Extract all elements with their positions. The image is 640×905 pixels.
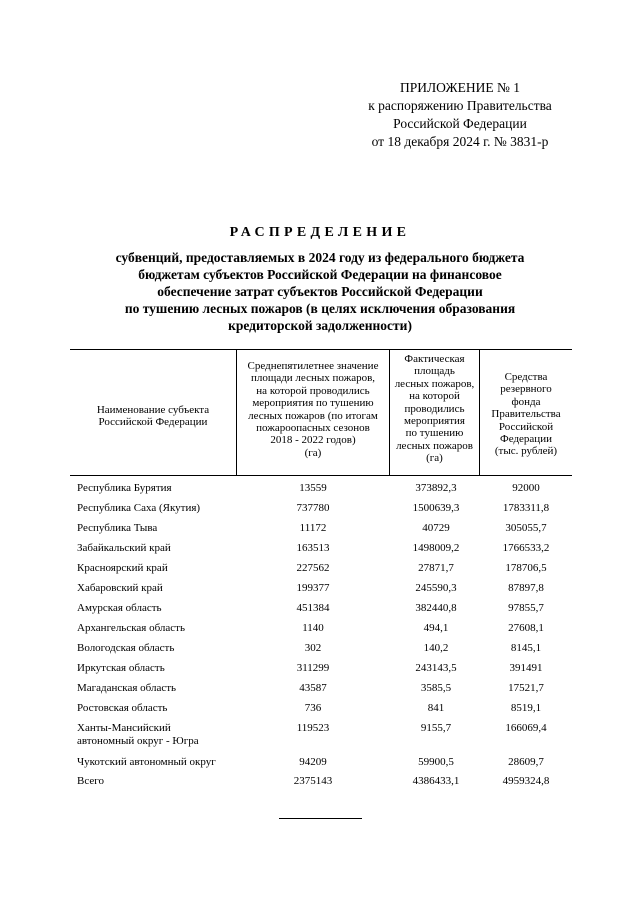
cell-average-area: 2375143 [293,775,333,787]
cell-actual-area: 9155,7 [420,722,452,734]
table-row [0,502,640,522]
cell-funds: 391491 [509,662,543,674]
header-line: Среднепятилетнее значение [247,360,379,372]
header-line: лесных пожаров (по итогам [248,409,378,422]
cell-region-continued: автономный округ - Югра [77,735,199,747]
cell-funds: 8519,1 [510,702,542,714]
cell-region: Забайкальский край [77,542,171,554]
cell-region: Ханты-Мансийский [77,722,171,734]
header-line: (тыс. рублей) [494,445,558,458]
header-line: Российской [498,420,554,433]
table-row [0,722,640,756]
header-line: площади лесных пожаров, [250,372,376,385]
header-line: мероприятия [404,415,465,428]
cell-average-area: 43587 [299,682,327,694]
header-line: (га) [304,446,322,459]
cell-funds: 8145,1 [510,642,542,654]
annex-ref-line-1: к распоряжению Правительства [368,98,552,113]
subtitle-line: обеспечение затрат субъектов Российской Федерации [157,284,483,299]
cell-average-area: 94209 [299,756,327,768]
cell-actual-area: 3585,5 [420,682,452,694]
cell-average-area: 119523 [296,722,330,734]
cell-region: Всего [77,775,104,787]
subtitle-line: субвенций, предоставляемых в 2024 году из федерального бюджета [115,250,525,265]
cell-region: Республика Саха (Якутия) [77,502,201,514]
header-line: проводились [404,402,465,415]
cell-funds: 87897,8 [508,582,544,594]
cell-actual-area: 4386433,1 [412,775,460,787]
cell-actual-area: 245590,3 [415,582,457,594]
cell-actual-area: 382440,8 [415,602,457,614]
cell-actual-area: 841 [427,702,445,714]
table-header-bottom-border [70,475,572,476]
table-row [0,662,640,682]
cell-average-area: 451384 [296,602,330,614]
cell-funds: 97855,7 [508,602,544,614]
cell-average-area: 199377 [296,582,330,594]
cell-region: Иркутская область [77,662,165,674]
annex-block [330,79,590,151]
header-line: Фактическая [404,353,465,365]
table-row [0,642,640,662]
table-row [0,542,640,562]
cell-average-area: 311299 [296,662,330,674]
cell-average-area: 737780 [296,502,330,514]
cell-funds: 27608,1 [508,622,544,634]
cell-actual-area: 243143,5 [415,662,457,674]
document-subtitle [60,249,580,334]
cell-region: Республика Бурятия [77,482,172,494]
header-line: на которой проводились [256,384,370,397]
cell-funds: 17521,7 [508,682,544,694]
header-line: на которой [409,390,460,403]
header-line: Средства [504,371,548,383]
table-row [0,522,640,542]
subtitle-line: кредиторской задолженности) [228,318,412,333]
cell-funds: 28609,7 [508,756,544,768]
cell-average-area: 163513 [296,542,330,554]
cell-region: Хабаровский край [77,582,163,594]
header-line: мероприятия по тушению [252,397,374,410]
annex-date-number: от 18 декабря 2024 г. № 3831-р [371,134,549,149]
table-row [0,756,640,776]
cell-actual-area: 40729 [422,522,450,534]
cell-average-area: 227562 [296,562,330,574]
header-actual-area [390,353,479,465]
cell-actual-area: 1500639,3 [412,502,460,514]
table-row [0,622,640,642]
cell-funds: 305055,7 [505,522,547,534]
header-line: Правительства [491,408,561,421]
cell-region: Магаданская область [77,682,177,694]
cell-average-area: 736 [304,702,322,714]
cell-average-area: 13559 [299,482,327,494]
table-row-total [0,775,640,795]
header-average-area [238,360,388,459]
cell-average-area: 11172 [299,522,327,534]
cell-funds: 1783311,8 [502,502,550,514]
header-region-name [72,404,234,429]
cell-funds: 92000 [512,482,540,494]
cell-region: Республика Тыва [77,522,158,534]
cell-actual-area: 27871,7 [418,562,454,574]
header-line: Наименование субъекта [96,404,210,416]
header-line: резервного [500,383,552,396]
header-line: пожароопасных сезонов [256,422,370,435]
table-row [0,702,640,722]
table-top-border [70,349,572,350]
header-line: лесных пожаров, [394,377,475,390]
table-row [0,562,640,582]
cell-funds: 166069,4 [505,722,547,734]
cell-region: Ростовская область [77,702,168,714]
cell-average-area: 302 [304,642,322,654]
annex-ref-line-2: Российской Федерации [393,116,527,131]
cell-actual-area: 140,2 [423,642,449,654]
header-line: 2018 - 2022 годов) [270,434,356,447]
header-line: фонда [511,395,541,408]
cell-region: Вологодская область [77,642,175,654]
cell-average-area: 1140 [302,622,324,634]
table-row [0,602,640,622]
cell-region: Чукотский автономный округ [77,756,216,768]
cell-region: Красноярский край [77,562,168,574]
header-line: лесных пожаров [396,439,473,452]
subtitle-line: бюджетам субъектов Российской Федерации на финансовое [138,267,502,282]
table-row [0,682,640,702]
cell-funds: 4959324,8 [502,775,550,787]
cell-funds: 178706,5 [505,562,547,574]
header-line: площадь [414,365,455,378]
header-line: (га) [426,452,443,465]
end-of-document-line [279,818,362,819]
column-divider [236,349,237,475]
header-reserve-funds [480,371,572,458]
cell-actual-area: 1498009,2 [412,542,460,554]
annex-number: ПРИЛОЖЕНИЕ № 1 [399,80,521,95]
document-title: РАСПРЕДЕЛЕНИЕ [229,225,411,240]
header-line: по тушению [405,427,464,440]
header-line: Российской Федерации [98,416,208,429]
cell-actual-area: 373892,3 [415,482,457,494]
cell-region: Амурская область [77,602,162,614]
subtitle-line: по тушению лесных пожаров (в целях исключения образования [124,301,516,316]
header-line: Федерации [500,433,552,446]
table-row [0,582,640,602]
cell-actual-area: 59900,5 [418,756,454,768]
cell-actual-area: 494,1 [423,622,449,634]
cell-region: Архангельская область [77,622,185,634]
table-row [0,482,640,502]
cell-funds: 1766533,2 [502,542,550,554]
